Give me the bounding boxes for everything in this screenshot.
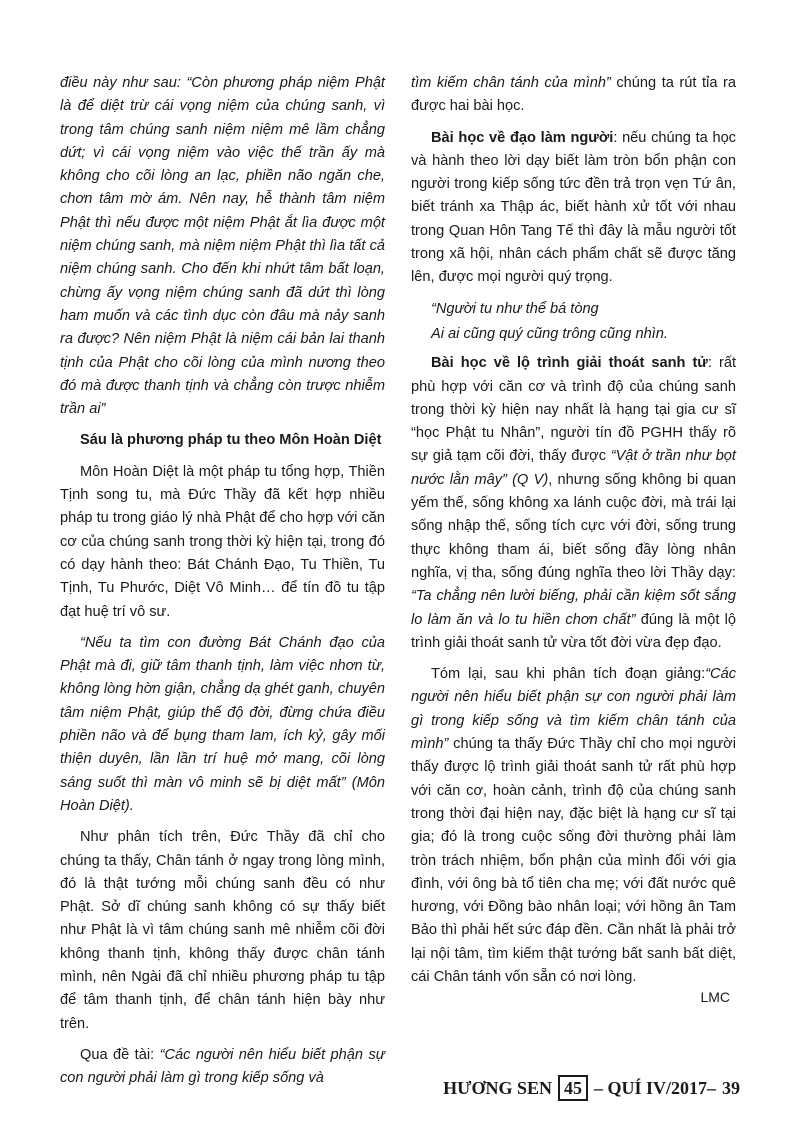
paragraph	[411, 352, 736, 655]
page-number: 39	[722, 1077, 740, 1098]
paragraph: Như phân tích trên, Đức Thầy đã chỉ cho chúng ta thấy, Chân tánh ở ngay trong lòng mình, đó là thật tướng mỗi chúng sanh đều có như Phật. Sở dĩ chúng sanh không có sự thấy biết như Phật là vì tâm chúng sanh mê nhiễm cõi đời không thanh tịnh, không thấy được chân tánh mình, nên Ngài đã chỉ nhiều phương pháp tu tập để tâm thanh tịnh, để chân tánh hiện bày như trên.	[60, 829, 385, 1032]
right-column	[411, 72, 736, 1062]
quote-text: “Vật ở trần như bọt nước lằn mây” (Q V)	[411, 448, 736, 488]
paragraph: điều này như sau: “Còn phương pháp niệm Phật là để diệt trừ cái vọng niệm của chúng sanh, vì trong tâm chúng sanh niệm niệm mê lầm chẳng dứt; vì cái vọng niệm vào việc thế trần ấy mà không cho cõi lòng an lạc, phiền não ngăn che, chơn tâm mờ ám. Nên nay, hễ thành tâm niệm Phật thì nếu được một niệm Phật ắt lìa được một niệm chúng sanh, mà niệm niệm Phật thì lìa tất cả niệm chúng sanh. Cho đến khi nhứt tâm bất loạn, chừng ấy vọng niệm chúng sanh đã dứt thì lòng ham muốn và các tình dục còn đâu mà nảy sanh ra được? Nên niệm Phật là niệm cái bản lai thanh tịnh của Phật cho cõi lòng của mình nương theo đó mà được thanh tịnh và chẳng còn trược nhiễm trần ai”	[60, 75, 385, 418]
author-signature: LMC	[700, 989, 730, 1006]
paragraph-text: chúng ta thấy Đức Thầy chỉ cho mọi người thấy được lộ trình giải thoát sanh tử rất phù hợp với căn cơ, hoàn cảnh, trình độ của chúng sanh trong thời đại hiện nay, đặc biệt là hạng cư sĩ tại gia; đó là trong cuộc sống đời thường phải làm tròn trách nhiệm, bổn phận của mình đối với gia đình, với ông bà tổ tiên cha mẹ; với đất nước quê hương, với Đồng bào nhân loại; với hồng ân Tam Bảo thì phải hết sức đáp đền. Cần nhất là phải trở lại nội tâm, tìm kiếm thật tướng bất sanh bất diệt, cái Chân tánh vốn sẵn có nơi lòng.	[411, 736, 736, 985]
lesson-heading: Bài học về đạo làm người	[431, 129, 614, 146]
paragraph-text: , nhưng sống không bi quan yếm thế, sống không xa lánh cuộc đời, mà trái lại sống nhập thế, sống tích cực với đời, sống trung thực không tham ái, biết sống đầy lòng nhân nghĩa, vị tha, sống đúng nghĩa theo lời Thầy dạy:	[411, 471, 737, 581]
quote-text: “Ta chẳng nên lười biếng, phải cần kiệm sốt sắng lo làm ăn và lo tu hiền chơn chất”	[411, 588, 736, 628]
left-column	[60, 72, 385, 1087]
verse-line: “Người tu như thể bá tòng	[431, 300, 599, 317]
paragraph-text: chúng ta rút tỉa ra được hai bài học.	[411, 75, 736, 115]
issue-period: – QUÍ IV/2017–	[593, 1077, 716, 1098]
quote-text: “Các người nên hiểu biết phận sự con người phải làm gì trong kiếp sống và tìm kiếm chân tánh của mình”	[411, 666, 736, 753]
lesson-heading: Bài học về lộ trình giải thoát sanh tử	[431, 355, 708, 372]
paragraph	[60, 1044, 385, 1091]
paragraph	[411, 127, 736, 290]
verse-line: Ai ai cũng quý cũng trông cũng nhìn.	[431, 325, 668, 342]
paragraph	[411, 663, 736, 989]
paragraph: Môn Hoàn Diệt là một pháp tu tổng hợp, Thiền Tịnh song tu, mà Đức Thầy đã kết hợp nhiều pháp tu trong giáo lý nhà Phật để cho hợp với căn cơ của chúng sanh trong thời kỳ hiện tại, trong đó có dạy hành theo: Bát Chánh Đạo, Tu Thiền, Tu Tịnh, Tu Phước, Diệt Vô Minh… để tín đồ tu tập đạt huệ trí vô sư.	[60, 463, 385, 620]
paragraph-text: Tóm lại, sau khi phân tích đoạn giảng:	[431, 666, 706, 683]
issue-number-box: 45	[558, 1075, 588, 1101]
quote-paragraph: “Nếu ta tìm con đường Bát Chánh đạo của Phật mà đi, giữ tâm thanh tịnh, làm việc nhơn từ, không lòng hờn giận, chẳng dạ ghét ganh, chuyên tâm niệm Phật, giúp thế độ đời, đừng chứa điều phiền não và để bụng tham lam, ích kỷ, gây mối thiện duyên, lần lần trí huệ mở mang, cõi lòng sáng suốt thì màn vô minh sẽ bị diệt mất” (Môn Hoàn Diệt).	[60, 634, 385, 814]
paragraph-text: đúng là một lộ trình giải thoát sanh tử vừa tốt đời vừa đẹp đạo.	[411, 611, 736, 651]
page-footer	[420, 1073, 740, 1103]
quote-text: tìm kiếm chân tánh của mình”	[411, 75, 611, 91]
quote-text: “Các người nên hiểu biết phận sự con người phải làm gì trong kiếp sống và	[60, 1046, 385, 1087]
paragraph-text: : rất phù hợp với căn cơ và trình độ của chúng sanh trong thời kỳ hiện nay nhất là hạng tại gia cư sĩ “học Phật tu Nhân”, người tín đồ PGHH thấy rõ sự giả tạm cõi đời, thấy được	[411, 355, 736, 465]
article-body	[60, 72, 737, 1087]
paragraph-lead: Qua đề tài:	[80, 1046, 160, 1063]
section-heading: Sáu là phương pháp tu theo Môn Hoàn Diệt	[80, 432, 382, 449]
magazine-name: HƯƠNG SEN	[443, 1077, 552, 1098]
paragraph	[411, 72, 736, 119]
paragraph-text: : nếu chúng ta học và hành theo lời dạy biết làm tròn bổn phận con người trong kiếp sống tức đền trả trọn vẹn Tứ ân, biết tránh xa Thập ác, biết hành xử tốt với nhau trong Quan Hôn Tang Tế thì đây là mẫu người tốt trong xã hội, nhân cách phẩm chất sẽ được tăng lên, được mọi người quý trọng.	[411, 129, 736, 286]
